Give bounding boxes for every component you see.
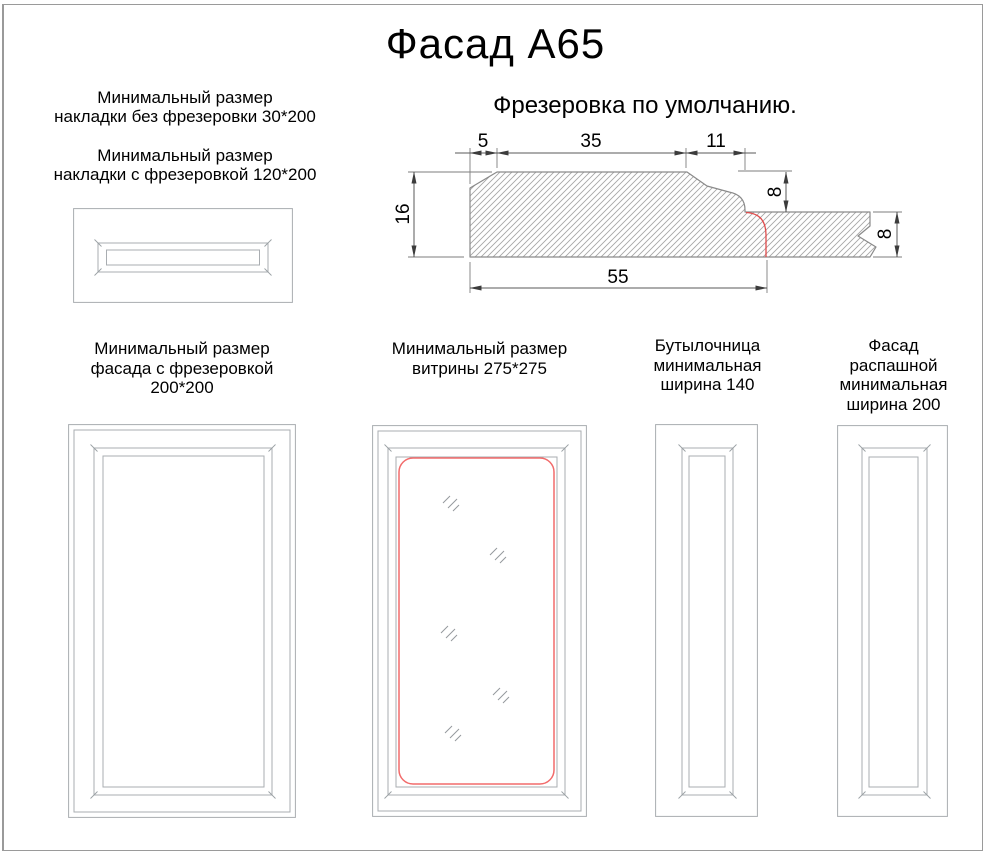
facade-panel-drawing bbox=[68, 424, 296, 818]
label-line: витрины 275*275 bbox=[412, 358, 547, 378]
label-line: ширина 200 bbox=[846, 394, 941, 414]
bottle-outer-rect bbox=[656, 425, 758, 817]
dim-text-55: 55 bbox=[607, 267, 629, 288]
label-line: Бутылочница bbox=[654, 336, 761, 355]
label-line: Минимальный размер bbox=[94, 339, 270, 358]
note-line: Минимальный размер bbox=[97, 88, 273, 107]
dim-text-8-step: 8 bbox=[765, 186, 786, 198]
dim-text-8-end: 8 bbox=[875, 228, 896, 240]
note-overlay-no-milling bbox=[40, 88, 330, 126]
glass-marks bbox=[441, 496, 509, 741]
vitrine-frame-outer bbox=[388, 448, 565, 795]
vitrine-panel-drawing bbox=[372, 425, 587, 817]
milling-section-drawing bbox=[395, 130, 965, 300]
label-line: Минимальный размер bbox=[391, 339, 568, 358]
facade-corner-ticks bbox=[91, 445, 276, 799]
swing-frame-outer bbox=[862, 448, 927, 795]
facade-outer-inset bbox=[74, 430, 290, 812]
overlay-frame-outer bbox=[98, 243, 268, 272]
label-facade bbox=[57, 339, 307, 398]
swing-outer-rect bbox=[838, 426, 948, 817]
vitrine-outer-inset bbox=[378, 431, 581, 811]
page-title: Фасад А65 bbox=[385, 20, 606, 67]
dim-text-16: 16 bbox=[393, 203, 414, 225]
note-line: Минимальный размер bbox=[97, 146, 273, 165]
note-line: накладки с фрезеровкой 120*200 bbox=[53, 165, 317, 184]
vitrine-frame-inner bbox=[396, 457, 557, 787]
bottle-frame-inner bbox=[689, 456, 725, 787]
note-line: накладки без фрезеровки 30*200 bbox=[54, 107, 316, 126]
overlay-frame-inner bbox=[107, 250, 260, 265]
bottle-corner-ticks bbox=[679, 445, 737, 799]
label-bottle-holder bbox=[645, 336, 770, 395]
overlay-corner-ticks bbox=[95, 240, 272, 276]
dim-text-11: 11 bbox=[706, 131, 726, 152]
label-vitrine bbox=[367, 339, 592, 378]
dim-text-5: 5 bbox=[477, 131, 489, 152]
vitrine-glass-area-red bbox=[399, 458, 554, 784]
label-line: фасада с фрезеровкой 200*200 bbox=[90, 358, 283, 397]
facade-frame-inner bbox=[103, 456, 264, 787]
label-line: ширина 140 bbox=[660, 375, 755, 394]
swing-panel-drawing bbox=[837, 425, 948, 817]
dim-text-35: 35 bbox=[580, 131, 602, 152]
label-line: Фасад распашной bbox=[849, 336, 938, 375]
label-line: минимальная bbox=[839, 375, 948, 394]
label-swing-facade bbox=[830, 336, 957, 414]
bottle-panel-drawing bbox=[655, 424, 758, 817]
milling-heading: Фрезеровка по умолчанию. bbox=[493, 92, 797, 119]
vitrine-corner-ticks bbox=[385, 445, 569, 799]
facade-frame-outer bbox=[94, 448, 272, 795]
label-line: минимальная bbox=[653, 355, 762, 375]
note-overlay-milling bbox=[40, 146, 330, 184]
overlay-panel-drawing bbox=[73, 208, 293, 303]
swing-frame-inner bbox=[869, 457, 918, 787]
profile-section bbox=[470, 172, 876, 257]
